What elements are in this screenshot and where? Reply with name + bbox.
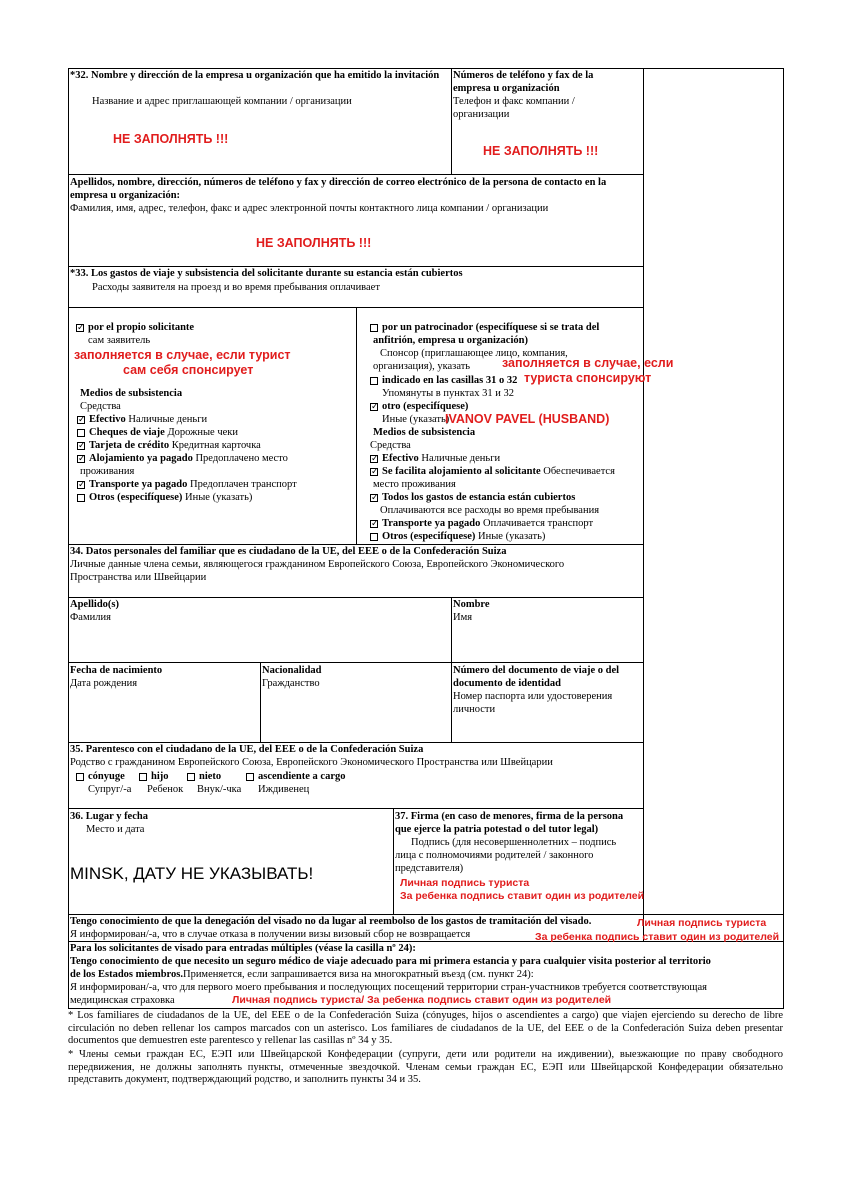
decl2-note: Личная подпись туриста/ За ребенка подпись ставит один из родителей	[232, 994, 612, 1006]
sec34-ru-1: Личные данные члена семьи, являющегося гражданином Европейского Союза, Европейского Экономического	[70, 559, 565, 570]
sec34-ru-2: Пространства или Швейцарии	[70, 572, 207, 583]
nieto-label: nieto	[199, 771, 222, 782]
surname-label: Apellido(s)	[70, 599, 120, 610]
sponsor-ru-2: организация), указать	[373, 361, 471, 372]
right-efectivo: Efectivo Наличные деньги	[382, 453, 501, 464]
nationality-label: Nacionalidad	[262, 665, 322, 676]
decl1-note-2: За ребенка подпись ставит один из родителей	[535, 931, 780, 943]
name-label: Nombre	[453, 599, 490, 610]
nieto-checkbox[interactable]	[187, 773, 195, 781]
otro-value: IVANOV PAVEL (HUSBAND)	[445, 412, 610, 426]
right-alojamiento-cont: место проживания	[373, 479, 456, 490]
sec34-title: 34. Datos personales del familiar que es ciudadano de la UE, del EEE o de la Confederación Suiza	[70, 546, 507, 557]
sec32-ru: Название и адрес приглашающей компании / организации	[92, 96, 352, 107]
left-means-title: Medios de subsistencia	[80, 388, 183, 399]
decl2-ru-2: медицинская страховка	[70, 995, 175, 1006]
sponsor-label-1: por un patrocinador (especifíquese si se trata del	[382, 322, 600, 333]
sec36-title: 36. Lugar y fecha	[70, 811, 148, 822]
left-means-ru: Средства	[80, 401, 121, 412]
sec37-title-1: 37. Firma (en caso de menores, firma de la persona	[395, 811, 624, 822]
right-otros: Otros (especifíquese) Иные (указать)	[382, 531, 546, 542]
right-todos-ru: Оплачиваются все расходы во время пребывания	[380, 505, 600, 516]
decl1-note-1: Личная подпись туриста	[637, 917, 767, 929]
contact-title: Apellidos, nombre, dirección, números de teléfono y fax y dirección de correo electrónico de la persona de contacto en la empresa u organización:	[70, 177, 607, 201]
left-transporte-checkbox[interactable]: ✓	[78, 480, 86, 490]
dob-label: Fecha de nacimiento	[70, 665, 163, 676]
right-transporte-checkbox[interactable]: ✓	[371, 519, 379, 529]
right-means-title: Medios de subsistencia	[373, 427, 476, 438]
decl1-ru: Я информирован/-а, что в случае отказа в получении визы визовый сбор не возвращается	[70, 929, 471, 940]
left-tarjeta: Tarjeta de crédito Кредитная карточка	[89, 440, 261, 451]
sec32-title: *32. Nombre y dirección de la empresa u organización que ha emitido la invitación	[70, 70, 440, 81]
self-sponsor-note-1: заполняется в случае, если турист	[74, 348, 291, 362]
doc-label-2: documento de identidad	[453, 678, 561, 689]
right-todos-checkbox[interactable]: ✓	[371, 493, 379, 503]
left-otros-checkbox[interactable]	[77, 494, 85, 502]
self-sponsor-label: por el propio solicitante	[88, 322, 195, 333]
nationality-ru: Гражданство	[262, 678, 320, 689]
ascendiente-ru: Иждивенец	[258, 784, 310, 795]
indicado-label: indicado en las casillas 31 o 32	[382, 375, 518, 386]
ascendiente-label: ascendiente a cargo	[258, 771, 346, 782]
dob-ru: Дата рождения	[70, 678, 138, 689]
indicado-checkbox[interactable]	[370, 377, 378, 385]
indicado-ru: Упомянуты в пунктах 31 и 32	[382, 388, 514, 399]
doc-label-1: Número del documento de viaje o del	[453, 665, 620, 676]
right-transporte: Transporte ya pagado Оплачивается транспорт	[382, 518, 594, 529]
sponsor-ru-1: Спонсор (приглашающее лицо, компания,	[380, 348, 568, 359]
sec37-ru-2: лица с полномочиями родителей / законного	[395, 850, 594, 861]
sec37-title-2: que ejerce la patria potestad o del tutor legal)	[395, 824, 599, 835]
name-ru: Имя	[453, 612, 473, 623]
sponsor-checkbox[interactable]	[370, 324, 378, 332]
decl2-ru-1: Я информирован/-а, что для первого моего пребывания и последующих посещений территории стран-участников требуется соответствующая	[70, 982, 707, 993]
decl2-es-2: de los Estados miembros.Применяется, если запрашивается виза на многократный въезд (см. пункт 24):	[70, 969, 534, 980]
surname-ru: Фамилия	[70, 612, 111, 623]
sec32-phone-note: НЕ ЗАПОЛНЯТЬ !!!	[483, 144, 599, 158]
conyuge-ru: Супруг/-а	[88, 784, 132, 795]
right-alojamiento-checkbox[interactable]: ✓	[371, 467, 379, 477]
left-efectivo-checkbox[interactable]: ✓	[78, 415, 86, 425]
sec32-phone-ru: Телефон и факс компании / организации	[453, 96, 575, 120]
left-efectivo: Efectivo Наличные деньги	[89, 414, 208, 425]
sec32-phone-title: Números de teléfono y fax de la empresa u organización	[453, 70, 594, 94]
doc-ru-1: Номер паспорта или удостоверения	[453, 691, 613, 702]
right-alojamiento: Se facilita alojamiento al solicitante Обеспечивается	[382, 466, 615, 477]
conyuge-checkbox[interactable]	[76, 773, 84, 781]
decl2-es-1: Tengo conocimiento de que necesito un seguro médico de viaje adecuado para mi primera estancia y para cualquier visita posterior al territorio	[70, 956, 711, 967]
sec32-note: НЕ ЗАПОЛНЯТЬ !!!	[113, 132, 229, 146]
otro-checkbox[interactable]: ✓	[371, 402, 379, 412]
sec37-note-2: За ребенка подпись ставит один из родителей	[400, 890, 645, 902]
self-sponsor-note-2: сам себя спонсирует	[123, 363, 254, 377]
left-alojamiento: Alojamiento ya pagado Предоплачено место	[89, 453, 288, 464]
footnote-ru: * Члены семьи граждан ЕС, ЕЭП или Швейцарской Конфедерации (супруги, дети или родители на иждивении), выезжающие по праву свободного передвижения, не должны заполнять пункты, отмеченные звездочкой. Членам семьи граждан ЕС, ЕЭП или Швейцарской Конфедерации обязательно представить документ, подтверждающий родство, и заполнить пункты 34 и 35.	[68, 1049, 783, 1085]
sponsor-note-2: туриста спонсируют	[524, 371, 652, 385]
sec33-title: *33. Los gastos de viaje y subsistencia del solicitante durante su estancia están cubiertos	[70, 268, 463, 279]
left-tarjeta-checkbox[interactable]: ✓	[78, 441, 86, 451]
ascendiente-checkbox[interactable]	[246, 773, 254, 781]
nieto-ru: Внук/-чка	[197, 784, 242, 795]
sec35-title: 35. Parentesco con el ciudadano de la UE, del EEE o de la Confederación Suiza	[70, 744, 424, 755]
self-sponsor-checkbox[interactable]: ✓	[77, 323, 85, 333]
self-sponsor-ru: сам заявитель	[88, 335, 151, 346]
place-date-value[interactable]: MINSK, ДАТУ НЕ УКАЗЫВАТЬ!	[70, 864, 314, 883]
decl1-es: Tengo conocimiento de que la denegación del visado no da lugar al reembolso de los gastos de tramitación del visado.	[70, 916, 592, 927]
contact-ru: Фамилия, имя, адрес, телефон, факс и адрес электронной почты контактного лица компании / организации	[70, 203, 549, 214]
right-otros-checkbox[interactable]	[370, 533, 378, 541]
contact-note: НЕ ЗАПОЛНЯТЬ !!!	[256, 236, 372, 250]
sponsor-note-1: заполняется в случае, если	[502, 356, 674, 370]
left-otros: Otros (especifíquese) Иные (указать)	[89, 492, 253, 503]
sec35-ru: Родство с гражданином Европейского Союза, Европейского Экономического Пространства или Швейцарии	[70, 757, 553, 768]
left-transporte: Transporte ya pagado Предоплачен транспорт	[89, 479, 297, 490]
left-cheques-checkbox[interactable]	[77, 429, 85, 437]
sec37-ru-3: представителя)	[395, 863, 464, 874]
left-alojamiento-cont: проживания	[80, 466, 135, 477]
sec33-ru: Расходы заявителя на проезд и во время пребывания оплачивает	[92, 282, 380, 293]
left-alojamiento-checkbox[interactable]: ✓	[78, 454, 86, 464]
hijo-checkbox[interactable]	[139, 773, 147, 781]
hijo-ru: Ребенок	[147, 784, 184, 795]
sponsor-label-2: anfitrión, empresa u organización)	[373, 335, 528, 346]
right-todos: Todos los gastos de estancia están cubiertos	[382, 492, 576, 503]
doc-ru-2: личности	[453, 704, 496, 715]
decl2-title: Para los solicitantes de visado para entradas múltiples (véase la casilla nº 24):	[70, 943, 416, 954]
sec37-note-1: Личная подпись туриста	[400, 877, 530, 889]
right-means-ru: Средства	[370, 440, 411, 451]
sec37-ru-1: Подпись (для несовершеннолетних – подпись	[411, 837, 617, 848]
otro-ru: Иные (указать)	[382, 414, 450, 425]
conyuge-label: cónyuge	[88, 771, 125, 782]
footnote-es: * Los familiares de ciudadanos de la UE, del EEE o de la Confederación Suiza (cónyuges, hijos o ascendientes a cargo) que viajen ejerciendo su derecho de libre circulación no deben rellenar los campos marcados con un asterisco. Los familiares de ciudadanos de la UE, del EEE o de la Confederación Suiza deben presentar documentos que demuestren este parentesco y rellenar las casillas nº 34 y 35.	[68, 1010, 783, 1046]
hijo-label: hijo	[151, 771, 169, 782]
otro-label: otro (especifíquese)	[382, 401, 469, 412]
sec36-ru: Место и дата	[86, 824, 145, 835]
right-efectivo-checkbox[interactable]: ✓	[371, 454, 379, 464]
left-cheques: Cheques de viaje Дорожные чеки	[89, 427, 238, 438]
